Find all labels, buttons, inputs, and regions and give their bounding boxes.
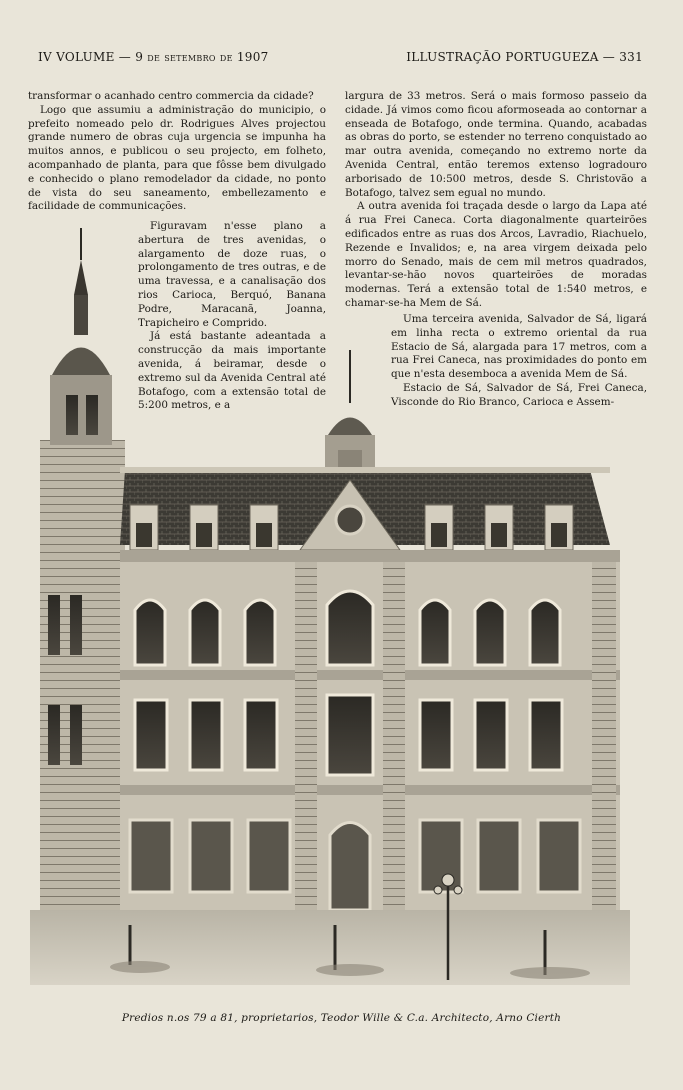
- right-column-text: [345, 90, 647, 311]
- paragraph: Estacio de Sá, Salvador de Sá, Frei Caneca, Visconde do Rio Branco, Carioca e Assem-: [391, 381, 647, 408]
- paragraph: Figuravam n'esse plano a abertura de tres avenidas, o alargamento de doze ruas, o prolongamento de tres outras, e de uma travessa, e a canalisação dos rios Carioca, Berquó, Banana Podre, Maracanã, Joanna, Trapicheiro e Comprido.: [138, 220, 326, 329]
- left-narrow-column-text: [138, 220, 326, 413]
- right-narrow-column-text: [391, 313, 647, 410]
- paragraph: Uma terceira avenida, Salvador de Sá, ligará em linha recta o extremo oriental da rua Estacio de Sá, alargada para 17 metros, com a rua Frei Caneca, nas proximidades do ponto em que n'esta desemboca a avenida Mem de Sá.: [391, 313, 647, 381]
- paragraph: A outra avenida foi traçada desde o largo da Lapa até á rua Frei Caneca. Corta diagonalmente quarteirões edificados entre as ruas dos Arcos, Lavradio, Riachuelo, Rezende e Invalidos; e, na area virgem deixada pelo morro do Senado, mais de cem mil metros quadrados, levantar-se-hão novos quarteirões de moradas modernas. Terá a extensão total de 1:540 metros, e chamar-se-ha Mem de Sá.: [345, 200, 647, 309]
- paragraph: Já está bastante adeantada a construcção da mais importante avenida, á beiramar, desde o extremo sul da Avenida Central até Botafogo, com a extensão total de 5:200 metros, e a: [138, 330, 326, 412]
- paragraph: transformar o acanhado centro commercia da cidade?: [28, 90, 314, 102]
- paragraph: largura de 33 metros. Será o mais formoso passeio da cidade. Já vimos como ficou aformoseada ao contornar a enseada de Botafogo, onde termina. Quando, acabadas as obras do porto, se estender no terreno conquistado ao mar outra avenida, começando no extremo norte da Avenida Central, então teremos extenso logradouro arborisado de 10:500 metros, desde S. Christovão a Botafogo, talvez sem egual no mundo.: [345, 90, 647, 199]
- magazine-title-page-number: ILLUSTRAÇÃO PORTUGUEZA — 331: [406, 50, 643, 64]
- photo-caption: Predios n.os 79 a 81, proprietarios, Teodor Wille & C.a. Architecto, Arno Cierth: [121, 1012, 562, 1024]
- left-column-text: [28, 90, 326, 214]
- paragraph: Logo que assumiu a administração do municipio, o prefeito nomeado pelo dr. Rodrigues Alves projectou grande numero de obras cuja urgencia se impunha ha muitos annos, e publicou o seu projecto, em folheto, acompanhado de planta, para que fôsse bem divulgado e conhecido o plano remodelador da cidade, no ponto de vista do seu saneamento, embellezamento e facilidade de communicações.: [28, 103, 326, 213]
- volume-date: IV VOLUME — 9 de setembro de 1907: [38, 50, 269, 64]
- page-header: [38, 50, 643, 70]
